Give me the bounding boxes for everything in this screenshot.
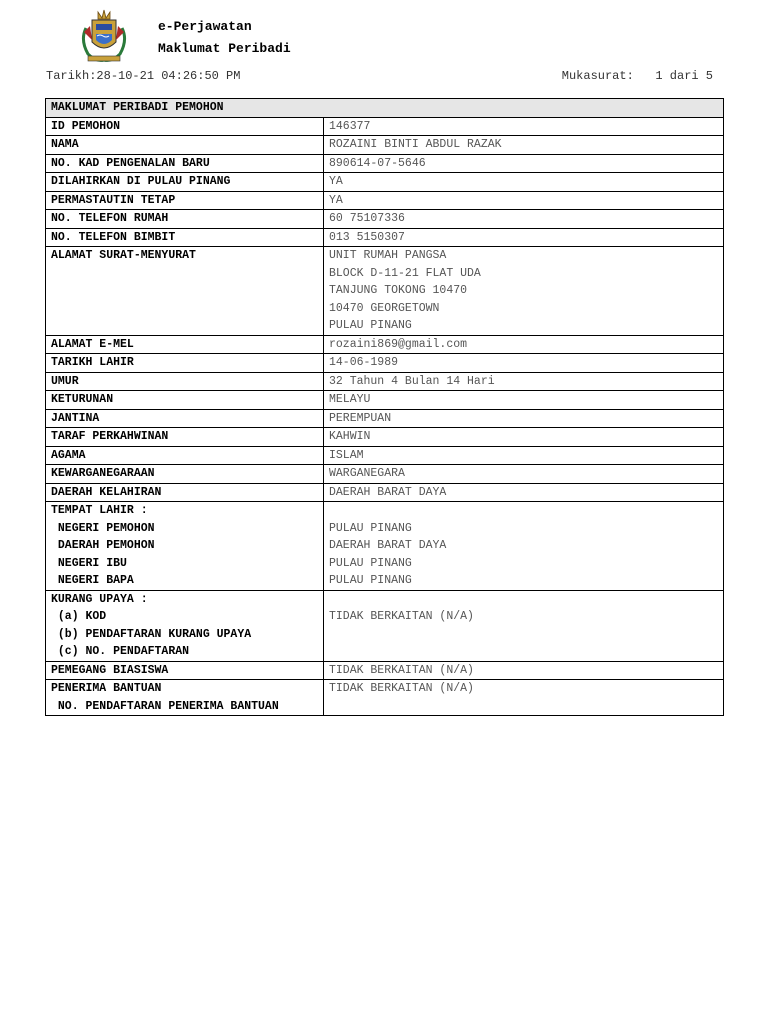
table-row xyxy=(46,228,724,247)
birthplace-values xyxy=(324,502,724,591)
field-label: (b) PENDAFTARAN KURANG UPAYA xyxy=(51,627,252,641)
table-row xyxy=(46,446,724,465)
field-label: (a) KOD xyxy=(51,610,107,623)
meta-row xyxy=(46,69,713,83)
print-date xyxy=(46,69,240,83)
field-value: TIDAK BERKAITAN (N/A) xyxy=(329,610,474,623)
field-value: 60 75107336 xyxy=(324,210,724,229)
field-label: UMUR xyxy=(46,372,324,391)
date-value: 28-10-21 04:26:50 PM xyxy=(96,69,241,83)
field-value: ROZAINI BINTI ABDUL RAZAK xyxy=(324,136,724,155)
field-label: DAERAH KELAHIRAN xyxy=(46,483,324,502)
disability-row xyxy=(46,590,724,661)
address-line: BLOCK D-11-21 FLAT UDA xyxy=(329,266,481,280)
field-value: MELAYU xyxy=(324,391,724,410)
table-row xyxy=(46,661,724,680)
field-label: DAERAH PEMOHON xyxy=(51,539,155,552)
field-label: KEWARGANEGARAAN xyxy=(46,465,324,484)
field-value: rozaini869@gmail.com xyxy=(324,335,724,354)
address-line: UNIT RUMAH PANGSA xyxy=(329,249,447,262)
table-row xyxy=(46,483,724,502)
field-label: JANTINA xyxy=(46,409,324,428)
field-label: NO. PENDAFTARAN PENERIMA BANTUAN xyxy=(51,699,279,713)
table-row xyxy=(46,191,724,210)
aid-row xyxy=(46,680,724,716)
table-row xyxy=(46,136,724,155)
applicant-info-table xyxy=(45,98,724,716)
field-label: ID PEMOHON xyxy=(46,117,324,136)
header-title xyxy=(158,16,291,60)
table-row xyxy=(46,210,724,229)
app-name: e-Perjawatan xyxy=(158,19,252,34)
birthplace-labels xyxy=(46,502,324,591)
section-title: MAKLUMAT PERIBADI PEMOHON xyxy=(46,99,724,118)
table-row xyxy=(46,154,724,173)
disability-labels xyxy=(46,590,324,661)
table-row xyxy=(46,465,724,484)
field-value: PEREMPUAN xyxy=(324,409,724,428)
field-label: NAMA xyxy=(46,136,324,155)
field-value: KAHWIN xyxy=(324,428,724,447)
field-label: DILAHIRKAN DI PULAU PINANG xyxy=(46,173,324,192)
table-row xyxy=(46,409,724,428)
field-label: NO. TELEFON BIMBIT xyxy=(46,228,324,247)
field-value: PULAU PINANG xyxy=(329,556,412,570)
field-value: PULAU PINANG xyxy=(329,574,412,587)
field-label: NEGERI IBU xyxy=(51,556,127,570)
state-crest-icon xyxy=(78,6,130,64)
disability-heading: KURANG UPAYA : xyxy=(51,592,148,606)
table-row xyxy=(46,117,724,136)
field-value: PULAU PINANG xyxy=(329,521,412,535)
field-label: TARIKH LAHIR xyxy=(46,354,324,373)
field-label: KETURUNAN xyxy=(46,391,324,410)
address-line: TANJUNG TOKONG 10470 xyxy=(329,284,468,297)
field-label: ALAMAT E-MEL xyxy=(46,335,324,354)
table-row xyxy=(46,354,724,373)
address-line: 10470 GEORGETOWN xyxy=(329,301,440,315)
field-label: TARAF PERKAHWINAN xyxy=(46,428,324,447)
field-label: ALAMAT SURAT-MENYURAT xyxy=(46,247,324,336)
field-value: 890614-07-5646 xyxy=(324,154,724,173)
address-row xyxy=(46,247,724,336)
field-value: 14-06-1989 xyxy=(324,354,724,373)
field-label: PEMEGANG BIASISWA xyxy=(46,661,324,680)
field-value: 32 Tahun 4 Bulan 14 Hari xyxy=(324,372,724,391)
field-label: PERMASTAUTIN TETAP xyxy=(46,191,324,210)
field-value: ISLAM xyxy=(324,446,724,465)
disability-values xyxy=(324,590,724,661)
table-row xyxy=(46,428,724,447)
field-value: WARGANEGARA xyxy=(324,465,724,484)
field-label: PENERIMA BANTUAN xyxy=(51,682,162,695)
field-value: 013 5150307 xyxy=(324,228,724,247)
page-indicator xyxy=(562,69,713,83)
field-label: (c) NO. PENDAFTARAN xyxy=(51,645,190,658)
table-row xyxy=(46,173,724,192)
field-label: NEGERI BAPA xyxy=(51,574,134,587)
field-label: NO. KAD PENGENALAN BARU xyxy=(46,154,324,173)
address-line: PULAU PINANG xyxy=(329,319,412,332)
date-label: Tarikh: xyxy=(46,69,97,83)
field-value: YA xyxy=(324,173,724,192)
field-value: TIDAK BERKAITAN (N/A) xyxy=(329,682,474,695)
field-value: DAERAH BARAT DAYA xyxy=(324,483,724,502)
field-value: 146377 xyxy=(324,117,724,136)
address-value xyxy=(324,247,724,336)
field-label: NEGERI PEMOHON xyxy=(51,521,155,535)
section-header-row xyxy=(46,99,724,118)
field-value: DAERAH BARAT DAYA xyxy=(329,539,447,552)
page-label: Mukasurat: xyxy=(561,69,634,83)
aid-values xyxy=(324,680,724,716)
table-row xyxy=(46,335,724,354)
birthplace-heading: TEMPAT LAHIR : xyxy=(51,504,148,517)
birthplace-row xyxy=(46,502,724,591)
page-value: 1 dari 5 xyxy=(655,69,713,83)
field-value: YA xyxy=(324,191,724,210)
aid-labels xyxy=(46,680,324,716)
table-row xyxy=(46,391,724,410)
doc-title: Maklumat Peribadi xyxy=(158,41,291,56)
field-label: NO. TELEFON RUMAH xyxy=(46,210,324,229)
field-value: TIDAK BERKAITAN (N/A) xyxy=(324,661,724,680)
table-row xyxy=(46,372,724,391)
field-label: AGAMA xyxy=(46,446,324,465)
